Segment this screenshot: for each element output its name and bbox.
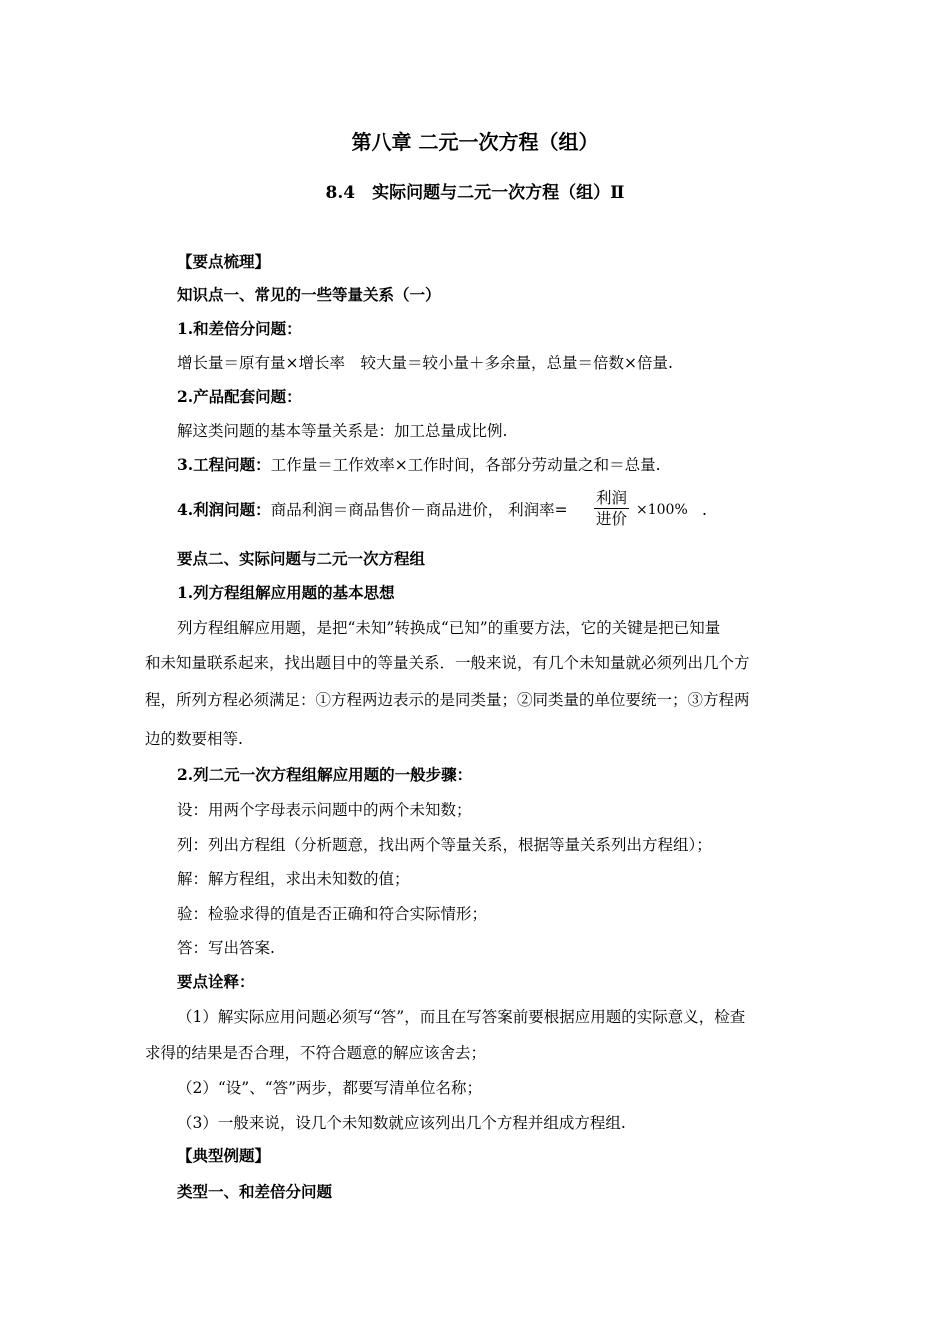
fraction-denominator: 进价 <box>596 510 628 528</box>
item-4-percent: ×100% <box>636 502 688 518</box>
profit-rate-fraction <box>594 488 629 529</box>
item-4-end: . <box>702 501 707 519</box>
section-heading-examples: 【典型例题】 <box>177 1146 271 1165</box>
item-3-text: 工作量＝工作效率×工作时间，各部分劳动量之和＝总量. <box>270 456 661 474</box>
paragraph-line-1: 列方程组解应用题，是把“未知”转换成“已知”的重要方法，它的关键是把已知量 <box>177 619 721 637</box>
item-2-heading: 2.产品配套问题： <box>177 387 302 406</box>
paragraph-line-2: 和未知量联系起来，找出题目中的等量关系．一般来说，有几个未知量就必须列出几个方 <box>145 654 750 672</box>
note-1-line-1: （1）解实际应用问题必须写“答”，而且在写答案前要根据应用题的实际意义，检查 <box>177 1008 746 1026</box>
note-2: （2）“设”、“答”两步，都要写清单位名称； <box>177 1079 483 1097</box>
paragraph-line-4: 边的数要相等. <box>145 730 243 748</box>
step-solve: 解：解方程组，求出未知数的值； <box>177 870 410 888</box>
item-4-label: 4.利润问题： <box>177 500 271 519</box>
section-subtitle: 8.4 实际问题与二元一次方程（组）Ⅱ <box>325 183 625 203</box>
kp2-item-1-heading: 1.列方程组解应用题的基本思想 <box>177 583 395 602</box>
note-1-line-2: 求得的结果是否合理，不符合题意的解应该舍去； <box>145 1044 487 1062</box>
item-4-line <box>177 499 568 521</box>
type-1-heading: 类型一、和差倍分问题 <box>177 1182 333 1201</box>
item-1-heading: 1.和差倍分问题： <box>177 319 302 338</box>
fraction-numerator: 利润 <box>596 489 628 507</box>
item-4-text: 商品利润＝商品售价－商品进价， 利润率= <box>270 501 568 519</box>
item-1-text: 增长量＝原有量×增长率 较大量＝较小量＋多余量，总量＝倍数×倍量. <box>177 354 673 372</box>
chapter-title: 第八章 二元一次方程（组） <box>351 130 599 154</box>
item-2-text: 解这类问题的基本等量关系是：加工总量成比例. <box>177 422 508 440</box>
item-3-line <box>177 454 661 476</box>
step-set: 设：用两个字母表示问题中的两个未知数； <box>177 801 472 819</box>
paragraph-line-3: 程，所列方程必须满足：①方程两边表示的是同类量；②同类量的单位要统一；③方程两 <box>145 691 750 709</box>
step-answer: 答：写出答案. <box>177 939 275 957</box>
step-verify: 验：检验求得的值是否正确和符合实际情形； <box>177 905 488 923</box>
kp2-item-2-heading: 2.列二元一次方程组解应用题的一般步骤： <box>177 765 473 784</box>
section-heading-key-points: 【要点梳理】 <box>177 252 271 271</box>
knowledge-point-1-heading: 知识点一、常见的一些等量关系（一） <box>177 285 441 304</box>
item-3-label: 3.工程问题： <box>177 455 271 474</box>
key-point-2-heading: 要点二、实际问题与二元一次方程组 <box>177 549 426 568</box>
notes-heading: 要点诠释： <box>177 972 255 991</box>
note-3: （3）一般来说，设几个未知数就应该列出几个方程并组成方程组. <box>177 1114 626 1132</box>
step-list: 列：列出方程组（分析题意，找出两个等量关系，根据等量关系列出方程组）； <box>177 836 712 854</box>
